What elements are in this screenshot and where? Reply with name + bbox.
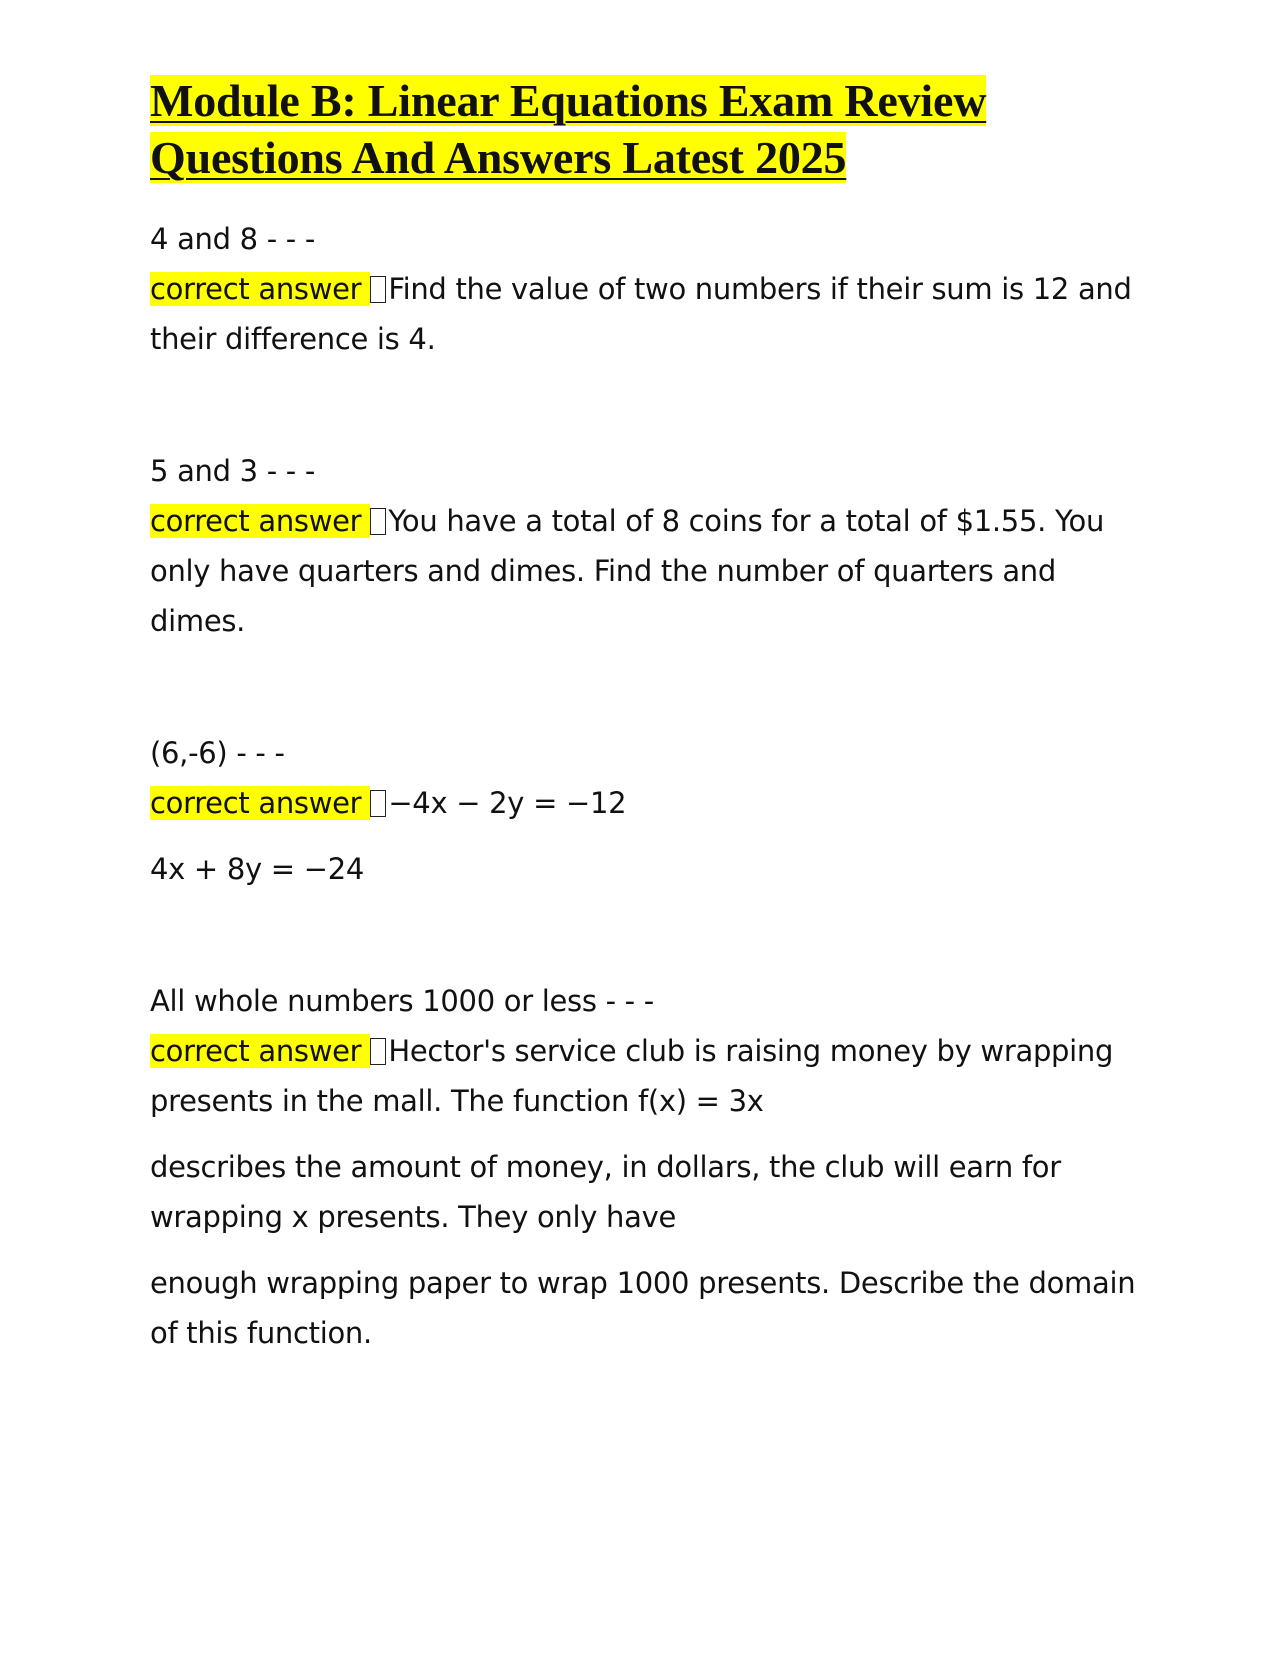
document-page (150, 72, 1140, 1358)
missing-glyph-icon (370, 790, 386, 817)
question-line (150, 778, 1140, 828)
correct-answer-label: correct answer (150, 1034, 370, 1068)
question-continuation: describes the amount of money, in dollars, the club will earn for wrapping x presents. They only have (150, 1150, 1061, 1234)
qa-entry (150, 446, 1140, 646)
question-text: You have a total of 8 coins for a total of $1.55. You only have quarters and dimes. Find the number of quarters and dimes. (150, 504, 1105, 638)
missing-glyph-icon (370, 276, 386, 303)
question-continuation: enough wrapping paper to wrap 1000 presents. Describe the domain of this function. (150, 1266, 1136, 1350)
qa-entry (150, 214, 1140, 364)
qa-entry (150, 976, 1140, 1358)
correct-answer-label: correct answer (150, 504, 370, 538)
qa-entry (150, 728, 1140, 894)
question-continuation: 4x + 8y = −24 (150, 852, 364, 886)
missing-glyph-icon (370, 508, 386, 535)
question-text: Find the value of two numbers if their sum is 12 and their difference is 4. (150, 272, 1132, 356)
question-text: −4x − 2y = −12 (388, 786, 627, 820)
answer-text: 4 and 8 - - - (150, 222, 316, 256)
question-text: Hector's service club is raising money by wrapping presents in the mall. The function f(x) = 3x (150, 1034, 1114, 1118)
question-line (150, 496, 1140, 646)
question-line (150, 1026, 1140, 1126)
document-title (150, 72, 1140, 186)
missing-glyph-icon (370, 1038, 386, 1065)
question-line (150, 264, 1140, 364)
answer-text: 5 and 3 - - - (150, 454, 316, 488)
correct-answer-label: correct answer (150, 786, 370, 820)
correct-answer-label: correct answer (150, 272, 370, 306)
title-highlight: Module B: Linear Equations Exam Review Questions And Answers Latest 2025 (150, 75, 987, 183)
answer-text: (6,-6) - - - (150, 736, 285, 770)
answer-text: All whole numbers 1000 or less - - - (150, 984, 654, 1018)
